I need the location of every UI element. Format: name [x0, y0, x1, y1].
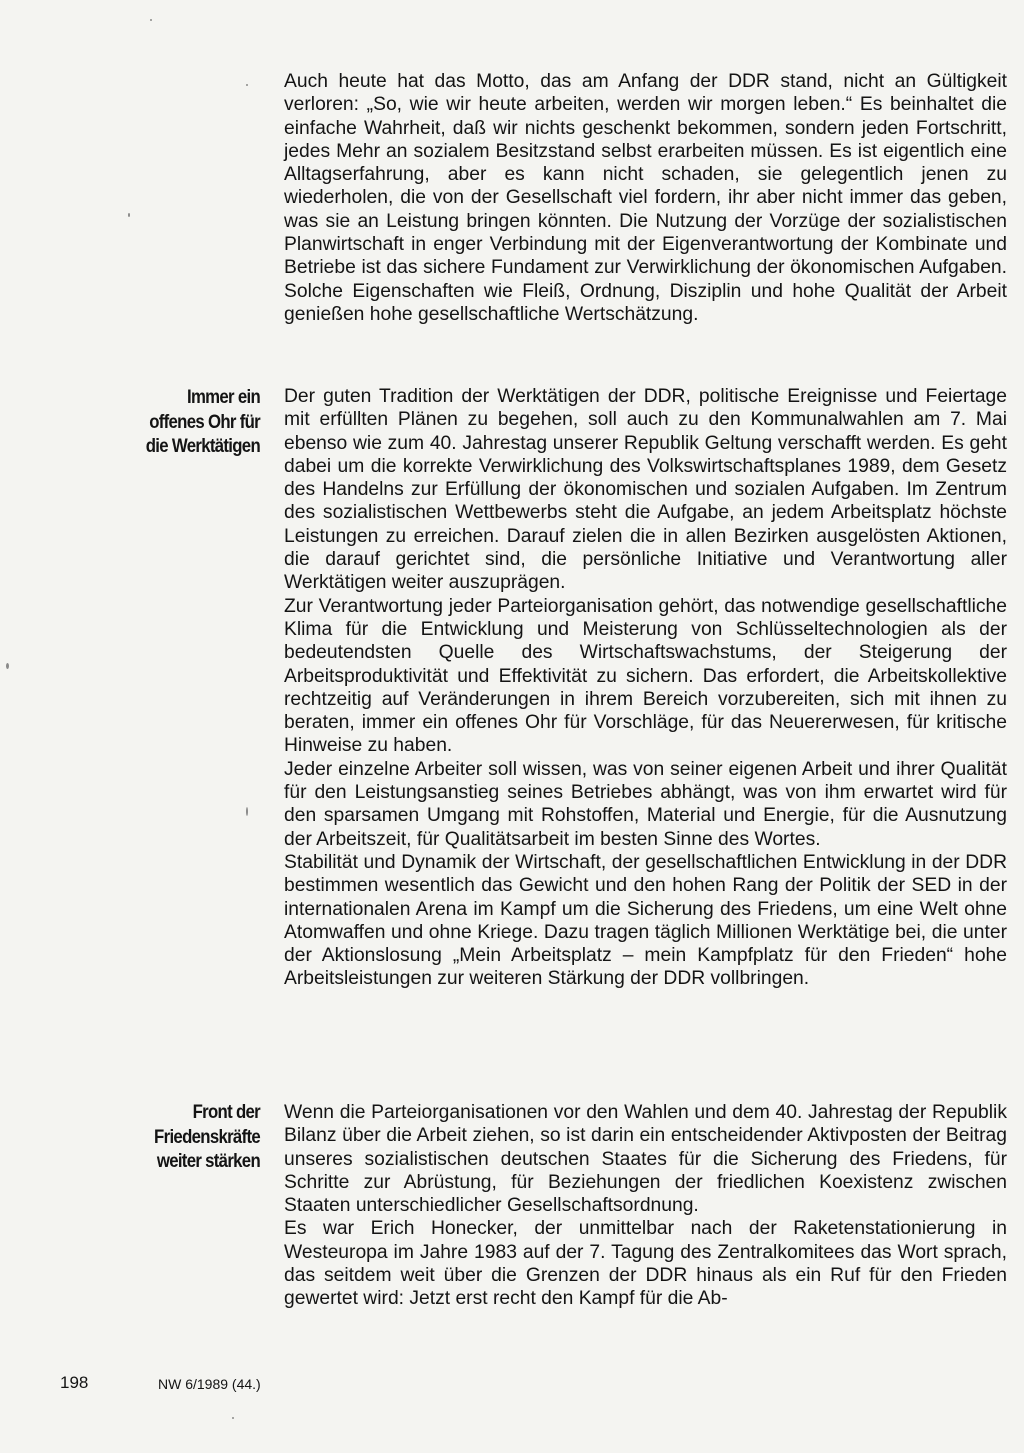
- paragraph: Der guten Tradition der Werktätigen der DDR, politische Ereignisse und Feiertage mit erfüllten Plänen zu begehen, soll auch zu den Kommunalwahlen am 7. Mai ebenso wie zum 40. Jahrestag unserer Republik Geltung verschafft werden. Es geht dabei um die korrekte Verwirklichung des Volkswirtschaftsplanes 1989, dem Gesetz des Handelns zur Erfüllung der ökonomischen und sozialen Aufgaben. Im Zentrum des sozialistischen Wettbewerbs steht die Aufgabe, an jedem Arbeitsplatz höchste Leistungen zu erreichen. Darauf zielen die in allen Bezirken ausgelösten Aktionen, die darauf gerichtet sind, die persönliche Initiative und Verantwortung aller Werktätigen weiter auszuprägen.: [284, 386, 1007, 594]
- scan-speck: [246, 807, 248, 816]
- marginal-heading-friedenskraefte: [116, 1100, 260, 1174]
- marginal-heading-line: weiter stärken: [156, 1150, 260, 1172]
- marginal-heading-line: Friedenskräfte: [154, 1125, 260, 1148]
- paragraph: Zur Verantwortung jeder Parteiorganisation gehört, das notwendige gesellschaftliche Klima für die Entwicklung und Meisterung von Schlüsseltechnologien als der bedeutendsten Quelle des Wirtschaftswachstums, der Steigerung der Arbeitsproduktivität und Effektivität zu sichern. Das erfordert, die Arbeitskollektive rechtzeitig auf Veränderungen in ihrem Bereich vorzubereiten, sich mit ihnen zu beraten, immer ein offenes Ohr für Vorschläge, für das Neuererwesen, für kritische Hinweise zu haben.: [284, 595, 1007, 757]
- marginal-heading-line: Front der: [192, 1101, 260, 1123]
- marginal-heading-line: offenes Ohr für: [149, 410, 260, 433]
- section-friedenskraefte: [284, 1101, 1007, 1311]
- scan-speck: [232, 1417, 234, 1419]
- marginal-heading-werktaetigen: [116, 385, 260, 459]
- marginal-heading-line: Immer ein: [186, 386, 260, 408]
- scan-speck: [6, 663, 9, 669]
- page-number: 198: [60, 1373, 89, 1392]
- paragraph: Es war Erich Honecker, der unmittelbar nach der Raketenstationierung in Westeuropa im Jahre 1983 auf der 7. Tagung des Zentralkomitees das Wort sprach, das seitdem weit über die Grenzen der DDR hinaus als ein Ruf für den Frieden gewertet wird: Jetzt erst recht den Kampf für die Ab-: [284, 1218, 1007, 1310]
- scan-speck: [246, 84, 248, 86]
- paragraph: Auch heute hat das Motto, das am Anfang der DDR stand, nicht an Gültigkeit verloren: „So, wie wir heute arbeiten, werden wir morgen leben.“ Es beinhaltet die einfache Wahrheit, daß wir nichts geschenkt bekommen, sondern jeden Fortschritt, jedes Mehr an sozialem Besitzstand selbst erarbeiten müssen. Es ist eigentlich eine Alltagserfahrung, aber es kann nicht schaden, sie gelegentlich jenen zu wiederholen, die von der Gesellschaft viel fordern, ihr aber nicht immer das geben, was sie an Leistung bringen könnten. Die Nutzung der Vorzüge der sozialistischen Planwirtschaft in enger Verbindung mit der Eigenverantwortung der Kombinate und Betriebe ist das sichere Fundament zur Verwirklichung der ökonomischen Aufgaben. Solche Eigenschaften wie Fleiß, Ordnung, Disziplin und hohe Qualität der Arbeit genießen hohe gesellschaftliche Wertschätzung.: [284, 71, 1007, 325]
- section-werktaetigen: [284, 385, 1007, 991]
- journal-reference: NW 6/1989 (44.): [158, 1376, 261, 1392]
- paragraph: Stabilität und Dynamik der Wirtschaft, der gesellschaftlichen Entwicklung in der DDR bestimmen wesentlich das Gewicht und den hohen Rang der Politik der SED in der internationalen Arena im Kampf um die Sicherung des Friedens, um eine Welt ohne Atomwaffen und ohne Kriege. Dazu tragen täglich Millionen Werktätige bei, die unter der Aktionslosung „Mein Arbeitsplatz – mein Kampfplatz für den Frieden“ hohe Arbeitsleistungen zur weiteren Stärkung der DDR vollbringen.: [284, 851, 1007, 990]
- scan-speck: [150, 19, 152, 21]
- paragraph: Wenn die Parteiorganisationen vor den Wahlen und dem 40. Jahrestag der Republik Bilanz über die Arbeit ziehen, so ist darin ein entscheidender Aktivposten der Beitrag unseres sozialistischen deutschen Staates für die Sicherung des Friedens, für Schritte zur Abrüstung, für Beziehungen der friedlichen Koexistenz zwischen Staaten unterschiedlicher Gesellschaftsordnung.: [284, 1102, 1007, 1217]
- scan-speck: [128, 213, 130, 217]
- paragraph: Jeder einzelne Arbeiter soll wissen, was von seiner eigenen Arbeit und ihrer Qualität für den Leistungsanstieg seines Betriebes abhängt, was von ihm erwartet wird für den sparsamen Umgang mit Rohstoffen, Material und Energie, für die Ausnutzung der Arbeitszeit, für Qualitätsarbeit im besten Sinne des Wortes.: [284, 758, 1007, 850]
- section-intro: [284, 70, 1007, 326]
- marginal-heading-line: die Werktätigen: [145, 435, 260, 457]
